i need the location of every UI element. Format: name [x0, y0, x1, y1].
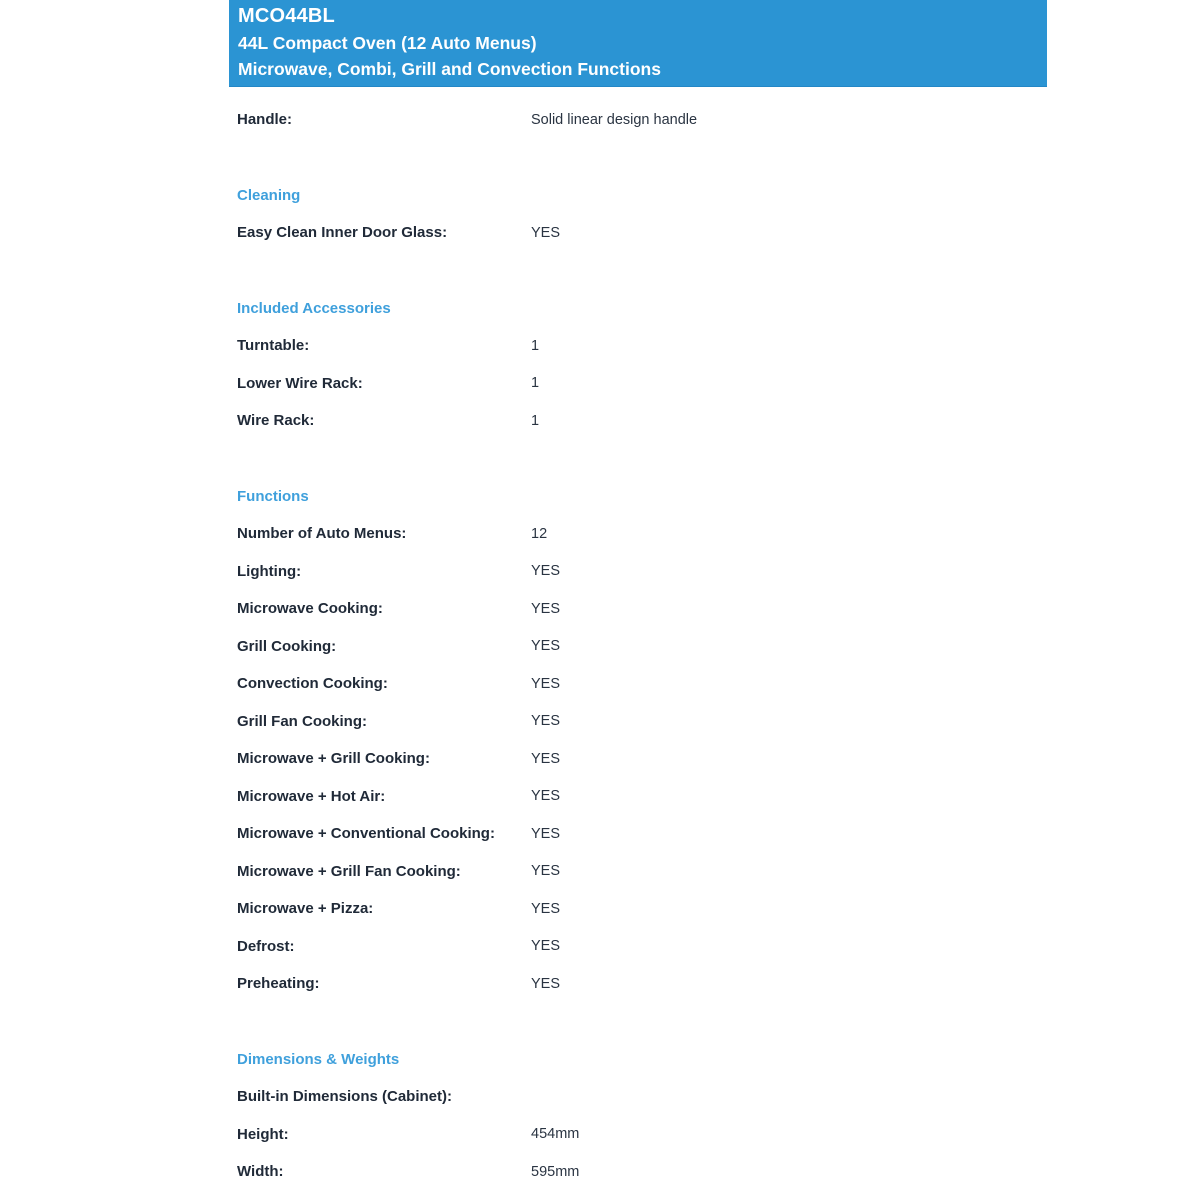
spec-row-turntable — [229, 327, 1047, 365]
spec-value: YES — [531, 675, 561, 692]
spec-row-width — [229, 1153, 1047, 1191]
spec-label: Defrost: — [237, 937, 295, 955]
spec-label: Lighting: — [237, 562, 302, 580]
spec-row-lower-wire-rack — [229, 365, 1047, 403]
spec-section-cleaning — [229, 177, 1047, 252]
section-heading-functions: Functions — [237, 487, 309, 505]
spec-label: Microwave + Hot Air: — [237, 787, 386, 805]
spec-row-lighting — [229, 553, 1047, 591]
spec-row-handle — [229, 101, 1047, 139]
spec-row-microwave-grill-cooking — [229, 740, 1047, 778]
spec-label: Handle: — [237, 111, 293, 129]
spec-value: 595mm — [531, 1163, 580, 1180]
spec-row-wire-rack — [229, 402, 1047, 440]
spec-value: Solid linear design handle — [531, 111, 698, 128]
spec-label: Convection Cooking: — [237, 675, 388, 693]
spec-value: 12 — [531, 525, 548, 542]
spec-row-microwave-grill-fan-cooking — [229, 853, 1047, 891]
section-heading-cleaning: Cleaning — [237, 186, 301, 204]
spec-label: Number of Auto Menus: — [237, 525, 407, 543]
section-heading-included-accessories: Included Accessories — [237, 299, 391, 317]
content-column — [229, 0, 1047, 1191]
spec-row-built-in-dimensions-cabinet — [229, 1078, 1047, 1116]
spec-label: Microwave + Pizza: — [237, 900, 374, 918]
spec-label: Wire Rack: — [237, 412, 315, 430]
spec-section-dimensions-weights — [229, 1041, 1047, 1191]
spec-label: Microwave + Conventional Cooking: — [237, 825, 495, 843]
spec-value: 1 — [531, 337, 540, 354]
spec-label: Microwave + Grill Fan Cooking: — [237, 862, 461, 880]
spec-list — [229, 87, 1047, 1191]
spec-label: Height: — [237, 1125, 289, 1143]
spec-row-grill-cooking — [229, 628, 1047, 666]
spec-row-convection-cooking — [229, 665, 1047, 703]
spec-section-general — [229, 101, 1047, 139]
spec-value: 1 — [531, 375, 540, 392]
spec-label: Grill Cooking: — [237, 637, 337, 655]
spec-label: Width: — [237, 1163, 284, 1181]
spec-value: YES — [531, 600, 561, 617]
product-header-banner — [229, 0, 1047, 87]
product-subtitle-line2: Microwave, Combi, Grill and Convection Functions — [238, 59, 661, 79]
spec-value: YES — [531, 938, 561, 955]
spec-value: YES — [531, 638, 561, 655]
spec-row-defrost — [229, 928, 1047, 966]
spec-section-included-accessories — [229, 290, 1047, 440]
spec-row-easy-clean-inner-door-glass — [229, 214, 1047, 252]
spec-value: YES — [531, 788, 561, 805]
spec-row-height — [229, 1116, 1047, 1154]
section-heading-dimensions-weights: Dimensions & Weights — [237, 1050, 400, 1068]
spec-value: YES — [531, 863, 561, 880]
spec-row-microwave-cooking — [229, 590, 1047, 628]
product-subtitle-line1: 44L Compact Oven (12 Auto Menus) — [238, 32, 537, 53]
spec-row-microwave-hot-air — [229, 778, 1047, 816]
spec-value: YES — [531, 900, 561, 917]
spec-value: YES — [531, 825, 561, 842]
spec-value: YES — [531, 750, 561, 767]
spec-row-number-of-auto-menus — [229, 515, 1047, 553]
spec-label: Turntable: — [237, 337, 310, 355]
spec-value: 454mm — [531, 1126, 580, 1143]
spec-row-microwave-pizza — [229, 890, 1047, 928]
spec-label: Lower Wire Rack: — [237, 374, 363, 392]
spec-label: Preheating: — [237, 975, 320, 993]
spec-section-functions — [229, 478, 1047, 1003]
spec-label: Microwave + Grill Cooking: — [237, 750, 430, 768]
spec-label: Built-in Dimensions (Cabinet): — [237, 1088, 452, 1106]
spec-label: Easy Clean Inner Door Glass: — [237, 224, 448, 242]
spec-row-microwave-conventional-cooking — [229, 815, 1047, 853]
spec-row-preheating — [229, 965, 1047, 1003]
spec-value: YES — [531, 224, 561, 241]
spec-value: YES — [531, 713, 561, 730]
spec-row-grill-fan-cooking — [229, 703, 1047, 741]
product-model-title: MCO44BL — [238, 5, 335, 27]
spec-value: 1 — [531, 412, 540, 429]
spec-value: YES — [531, 975, 561, 992]
spec-value: YES — [531, 563, 561, 580]
spec-label: Microwave Cooking: — [237, 600, 383, 618]
spec-label: Grill Fan Cooking: — [237, 712, 367, 730]
